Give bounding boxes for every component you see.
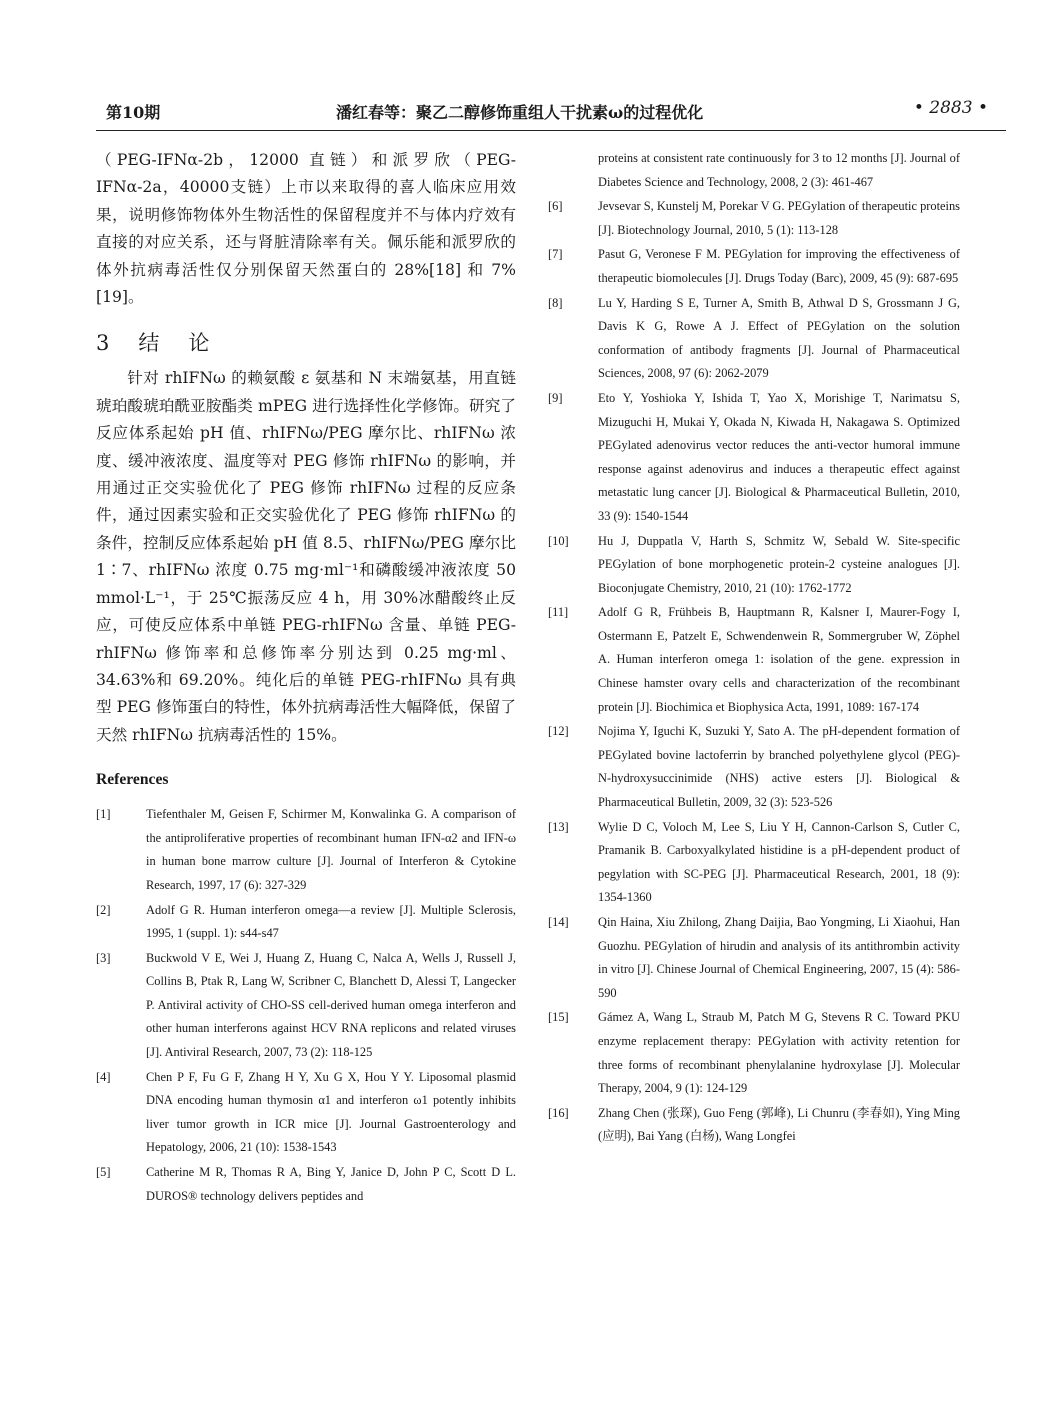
reference-item — [96, 1161, 516, 1208]
reference-item — [96, 803, 516, 897]
reference-text: Zhang Chen (张琛), Guo Feng (郭峰), Li Chunru (李春如), Ying Ming (应明), Bai Yang (白杨), Wang Longfei — [598, 1105, 960, 1144]
reference-item — [548, 816, 960, 910]
reference-text: Buckwold V E, Wei J, Huang Z, Huang C, Nalca A, Wells J, Russell J, Collins B, Ptak R, Lang W, Scribner C, Blanchett D, Alessi T, Langecker P. Antiviral activity of CHO-SS cell-derived human omega interferon and other human interferons against HCV RNA replicons and related viruses [J]. Antiviral Research, 2007, 73 (2): 118-125 — [146, 950, 516, 1060]
reference-item — [548, 1006, 960, 1100]
page-number: • 2883 • — [913, 98, 988, 118]
reference-text: Adolf G R. Human interferon omega—a review [J]. Multiple Sclerosis, 1995, 1 (suppl. 1): s44-s47 — [146, 902, 516, 941]
issue-number: 第10期 — [106, 103, 161, 122]
reference-number: [12] — [548, 724, 569, 739]
reference-number: [2] — [96, 902, 111, 917]
reference-number: [9] — [548, 390, 563, 405]
reference-item — [96, 947, 516, 1065]
reference-text: Catherine M R, Thomas R A, Bing Y, Janice D, John P C, Scott D L. DUROS® technology delivers peptides and — [146, 1165, 516, 1203]
reference-number: [6] — [548, 199, 563, 214]
reference-number: [10] — [548, 533, 569, 548]
discussion-paragraph: （PEG-IFNα-2b，12000 直链）和派罗欣（PEG-IFNα-2a，40000支链）上市以来取得的喜人临床应用效果，说明修饰物体外生物活性的保留程度并不与体内疗效有直接的对应关系，还与肾脏清除率有关。佩乐能和派罗欣的体外抗病毒活性仅分别保留天然蛋白的 28%[18] 和 7%[19]。 — [96, 151, 516, 307]
reference-number: [8] — [548, 295, 563, 310]
reference-text: Tiefenthaler M, Geisen F, Schirmer M, Konwalinka G. A comparison of the antiproliferative properties of recombinant human IFN-α2 and IFN-ω in human bone marrow culture [J]. Journal of Interferon & Cytokine Research, 1997, 17 (6): 327-329 — [146, 807, 516, 892]
reference-number: [13] — [548, 819, 569, 834]
reference-number: [16] — [548, 1105, 569, 1120]
reference-number: [14] — [548, 915, 569, 929]
reference-text: Jevsevar S, Kunstelj M, Porekar V G. PEGylation of therapeutic proteins [J]. Biotechnology Journal, 2010, 5 (1): 113-128 — [598, 199, 960, 237]
references-heading: References — [96, 771, 169, 789]
reference-number: [3] — [96, 950, 111, 965]
reference-text: Wylie D C, Voloch M, Lee S, Liu Y H, Cannon-Carlson S, Cutler C, Pramanik B. Carboxyalkylated histidine is a pH-dependent product of pegylation with SC-PEG [J]. Pharmaceutical Research, 2001, 18 (9): 1354-1360 — [598, 819, 960, 905]
reference-text: Nojima Y, Iguchi K, Suzuki Y, Sato A. The pH-dependent formation of PEGylated bovine lactoferrin by branched polyethylene glycol (PEG)-N-hydroxysuccinimide (NHS) active esters [J]. Biological & Pharmaceutical Bulletin, 2009, 32 (3): 523-526 — [598, 724, 960, 810]
conclusion-paragraph: 针对 rhIFNω 的赖氨酸 ε 氨基和 N 末端氨基，用直链琥珀酸琥珀酰亚胺酯类 mPEG 进行选择性化学修饰。研究了反应体系起始 pH 值、rhIFNω/PEG 摩尔比、rhIFNω 浓度、缓冲液浓度、温度等对 PEG 修饰 rhIFNω 的影响，并用通过正交实验优化了 PEG 修饰 rhIFNω 过程的反应条件，通过因素实验和正交实验优化了 PEG 修饰 rhIFNω 的条件，控制反应体系起始 pH 值 8.5、rhIFNω/PEG 摩尔比 1∶7、rhIFNω 浓度 0.75 mg·ml⁻¹和磷酸缓冲液浓度 50 mmol·L⁻¹，于 25℃振荡反应 4 h，用 30%冰醋酸终止反应，可使反应体系中单链 PEG-rhIFNω 含量、单链 PEG-rhIFNω 修饰率和总修饰率分别达到 0.25 mg·ml、34.63%和 69.20%。纯化后的单链 PEG-rhIFNω 具有典型 PEG 修饰蛋白的特性，体外抗病毒活性大幅降低，保留了天然 rhIFNω 抗病毒活性的 15%。 — [96, 369, 516, 744]
reference-text: Gámez A, Wang L, Straub M, Patch M G, Stevens R C. Toward PKU enzyme replacement therapy: PEGylation with activity retention for three forms of recombinant phenylalanine hydroxylase [J]. Molecular Therapy, 2004, 9 (1): 124-129 — [598, 1010, 960, 1096]
reference-item — [548, 292, 960, 386]
reference-item — [96, 1066, 516, 1160]
reference-text: Lu Y, Harding S E, Turner A, Smith B, Athwal D S, Grossmann J G, Davis K G, Rowe A J. Effect of PEGylation on the solution conformation of antibody fragments [J]. Journal of Pharmaceutical Sciences, 2008, 97 (6): 2062-2079 — [598, 295, 960, 381]
reference-item — [548, 1102, 960, 1149]
reference-item — [548, 601, 960, 719]
section-heading-conclusion: 3 结 论 — [96, 331, 214, 356]
reference-text: Eto Y, Yoshioka Y, Ishida T, Yao X, Morishige T, Narimatsu S, Mizuguchi H, Mukai Y, Okada N, Kiwada H, Nakagawa S. Optimized PEGylated adenovirus vector reduces the anti-vector humoral immune response against adenovirus and induces a therapeutic effect against metastatic lung cancer [J]. Biological & Pharmaceutical Bulletin, 2010, 33 (9): 1540-1544 — [598, 390, 960, 523]
reference-number: [15] — [548, 1010, 569, 1025]
right-column — [548, 147, 960, 1150]
reference-number: [11] — [548, 605, 569, 620]
reference-item — [548, 387, 960, 529]
reference-text: Adolf G R, Frühbeis B, Hauptmann R, Kalsner I, Maurer-Fogy I, Ostermann E, Patzelt E, Schwendenwein R, Sommergruber W, Zöphel A. Human interferon omega 1: isolation of the gene. expression in Chinese hamster ovary cells and characterization of the recombinant protein [J]. Biochimica et Biophysica Acta, 1991, 1089: 167-174 — [598, 605, 960, 714]
reference-item — [548, 911, 960, 1005]
reference-text: Hu J, Duppatla V, Harth S, Schmitz W, Sebald W. Site-specific PEGylation of bone morphogenetic protein-2 cysteine analogues [J]. Bioconjugate Chemistry, 2010, 21 (10): 1762-1772 — [598, 533, 960, 595]
reference-item — [548, 195, 960, 242]
reference-number: [4] — [96, 1069, 111, 1084]
running-header — [96, 96, 1006, 131]
reference-number: [5] — [96, 1165, 111, 1180]
left-column — [96, 147, 516, 1209]
reference-continuation: proteins at consistent rate continuously for 3 to 12 months [J]. Journal of Diabetes Science and Technology, 2008, 2 (3): 461-467 — [598, 151, 960, 189]
reference-text: Pasut G, Veronese F M. PEGylation for improving the effectiveness of therapeutic biomolecules [J]. Drugs Today (Barc), 2009, 45 (9): 687-695 — [598, 247, 960, 285]
reference-number: [1] — [96, 807, 111, 822]
reference-item — [96, 899, 516, 946]
reference-number: [7] — [548, 247, 563, 262]
reference-item — [548, 720, 960, 814]
reference-item — [548, 530, 960, 601]
running-title: 潘红春等：聚乙二醇修饰重组人干扰素ω的过程优化 — [336, 103, 704, 122]
reference-text: Chen P F, Fu G F, Zhang H Y, Xu G X, Hou Y Y. Liposomal plasmid DNA encoding human thymosin α1 and interferon ω1 potently inhibits liver tumor growth in ICR mice [J]. Journal Gastroenterology and Hepatology, 2006, 21 (10): 1538-1543 — [146, 1069, 516, 1155]
reference-item — [548, 243, 960, 290]
reference-text: Qin Haina, Xiu Zhilong, Zhang Daijia, Bao Yongming, Li Xiaohui, Han Guozhu. PEGylation of hirudin and analysis of its antithrombin activity in vitro [J]. Chinese Journal of Chemical Engineering, 2007, 15 (4): 586-590 — [598, 915, 961, 1000]
